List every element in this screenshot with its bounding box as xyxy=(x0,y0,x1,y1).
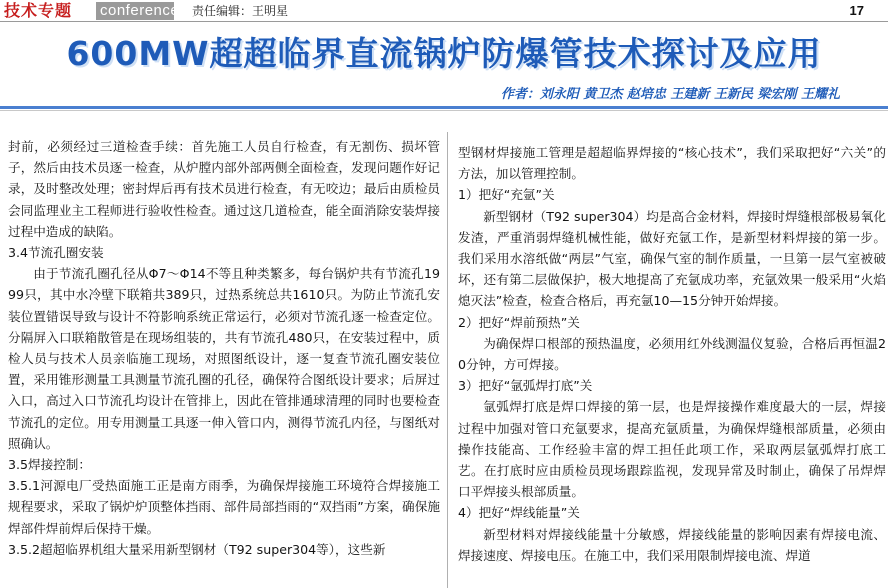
list-heading: 4）把好“焊线能量”关 xyxy=(458,505,580,521)
title-divider xyxy=(0,106,888,109)
list-heading: 2）把好“焊前预热”关 xyxy=(458,314,580,330)
section-heading: 3.5焊接控制： xyxy=(8,457,91,473)
column-divider xyxy=(447,132,448,588)
paragraph: 氩弧焊打底是焊口焊接的第一层，也是焊接操作难度最大的一层，焊接过程中加强对管口充氩要求，提高充氩质量，为确保焊缝根部质量，必须由操作技能高、工作经验丰富的焊工担任此项工作，采取两层氩弧焊打底工艺。在打底时应由质检员现场跟踪监视，发现异常及时制止，确保了吊焊焊口平焊接头根部质量。 xyxy=(458,399,886,500)
paragraph: 3.5.2超超临界机组大量采用新型钢材（T92 super304等），这些新 xyxy=(8,541,386,557)
article-authors: 作者：刘永阳 黄卫杰 赵培忠 王建新 王新民 梁宏刚 王耀礼 xyxy=(500,87,840,102)
paragraph: 新型钢材（T92 super304）均是高合金材料，焊接时焊缝根部极易氧化发渣，严重消弱焊缝机械性能，做好充氩工作，是新型材料焊接的第一步。我们采用水溶纸做“两层”气室，确保气室的制作质量，一旦第一层气室被破坏，还有第二层做保护，极大地提高了充氩成功率，充氩效果一般采用“火焰熄灭法”检查，检查合格后，再充氩10—15分钟开始焊接。 xyxy=(458,208,886,309)
paragraph: 为确保焊口根部的预热温度，必须用红外线测温仪复验，合格后再恒温20分钟，方可焊接。 xyxy=(458,335,886,373)
left-column xyxy=(8,136,440,588)
section-tag: 技术专题 xyxy=(4,1,73,20)
list-heading: 3）把好“氩弧焊打底”关 xyxy=(458,378,593,394)
section-english-label: conference xyxy=(96,2,174,20)
paragraph: 封前，必须经过三道检查手续：首先施工人员自行检查，有无割伤、损坏管子，然后由技术员逐一检查，从炉膛内部外部两侧全面检查，发现问题作好记录，及时整改处理；密封焊后再有技术员进行检查，有无咬边；最后由质检员会同监理业主工程师进行验收性检查。通过这几道检查，能全面消除安装焊接过程中造成的缺陷。 xyxy=(8,139,440,239)
page-number: 17 xyxy=(849,3,864,18)
paragraph: 3.5.1河源电厂受热面施工正是南方雨季，为确保焊接施工环境符合焊接施工规程要求，采取了锅炉炉顶整体挡雨、部件局部挡雨的“双挡雨”方案，确保施焊部件焊前焊后保持干燥。 xyxy=(8,478,440,536)
paragraph: 新型材料对焊接线能量十分敏感，焊接线能量的影响因素有焊接电流、焊接速度、焊接电压。在施工中，我们采用限制焊接电流、焊道 xyxy=(458,526,886,563)
section-heading: 3.4节流孔圈安装 xyxy=(8,245,104,261)
right-column xyxy=(458,136,886,588)
article-title: 600MW超超临界直流锅炉防爆管技术探讨及应用 xyxy=(66,34,822,73)
paragraph: 型钢材焊接施工管理是超超临界焊接的“核心技术”，我们采取把好“六关”的方法，加以管理控制。 xyxy=(458,145,886,182)
title-divider-thin xyxy=(0,110,888,111)
list-heading: 1）把好“充氩”关 xyxy=(458,187,555,203)
editor-credit: 责任编辑：王明星 xyxy=(192,4,289,18)
paragraph: 由于节流孔圈孔径从Φ7～Φ14不等且种类繁多，每台锅炉共有节流孔1999只，其中水冷壁下联箱共389只，过热系统总共1610只。为防止节流孔安装位置错误导致与设计不符影响系统正常运行，必须对节流孔逐一检查定位。分隔屏入口联箱散管是在现场组装的，共有节流孔480只，在安装过程中，质检人员与技术人员亲临施工现场，对照图纸设计，逐一复查节流孔圈安装位置，采用锥形测量工具测量节流孔圈的孔径，确保符合图纸设计要求；后屏过入口，高过入口节流孔均设计在管排上，因此在管排通球清理的同时也要检查节流孔的定位。用专用测量工具逐一伸入管口内，测得节流孔内径，与图纸对照确认。 xyxy=(8,266,440,451)
header-bar xyxy=(0,0,888,22)
header-divider xyxy=(0,21,888,22)
